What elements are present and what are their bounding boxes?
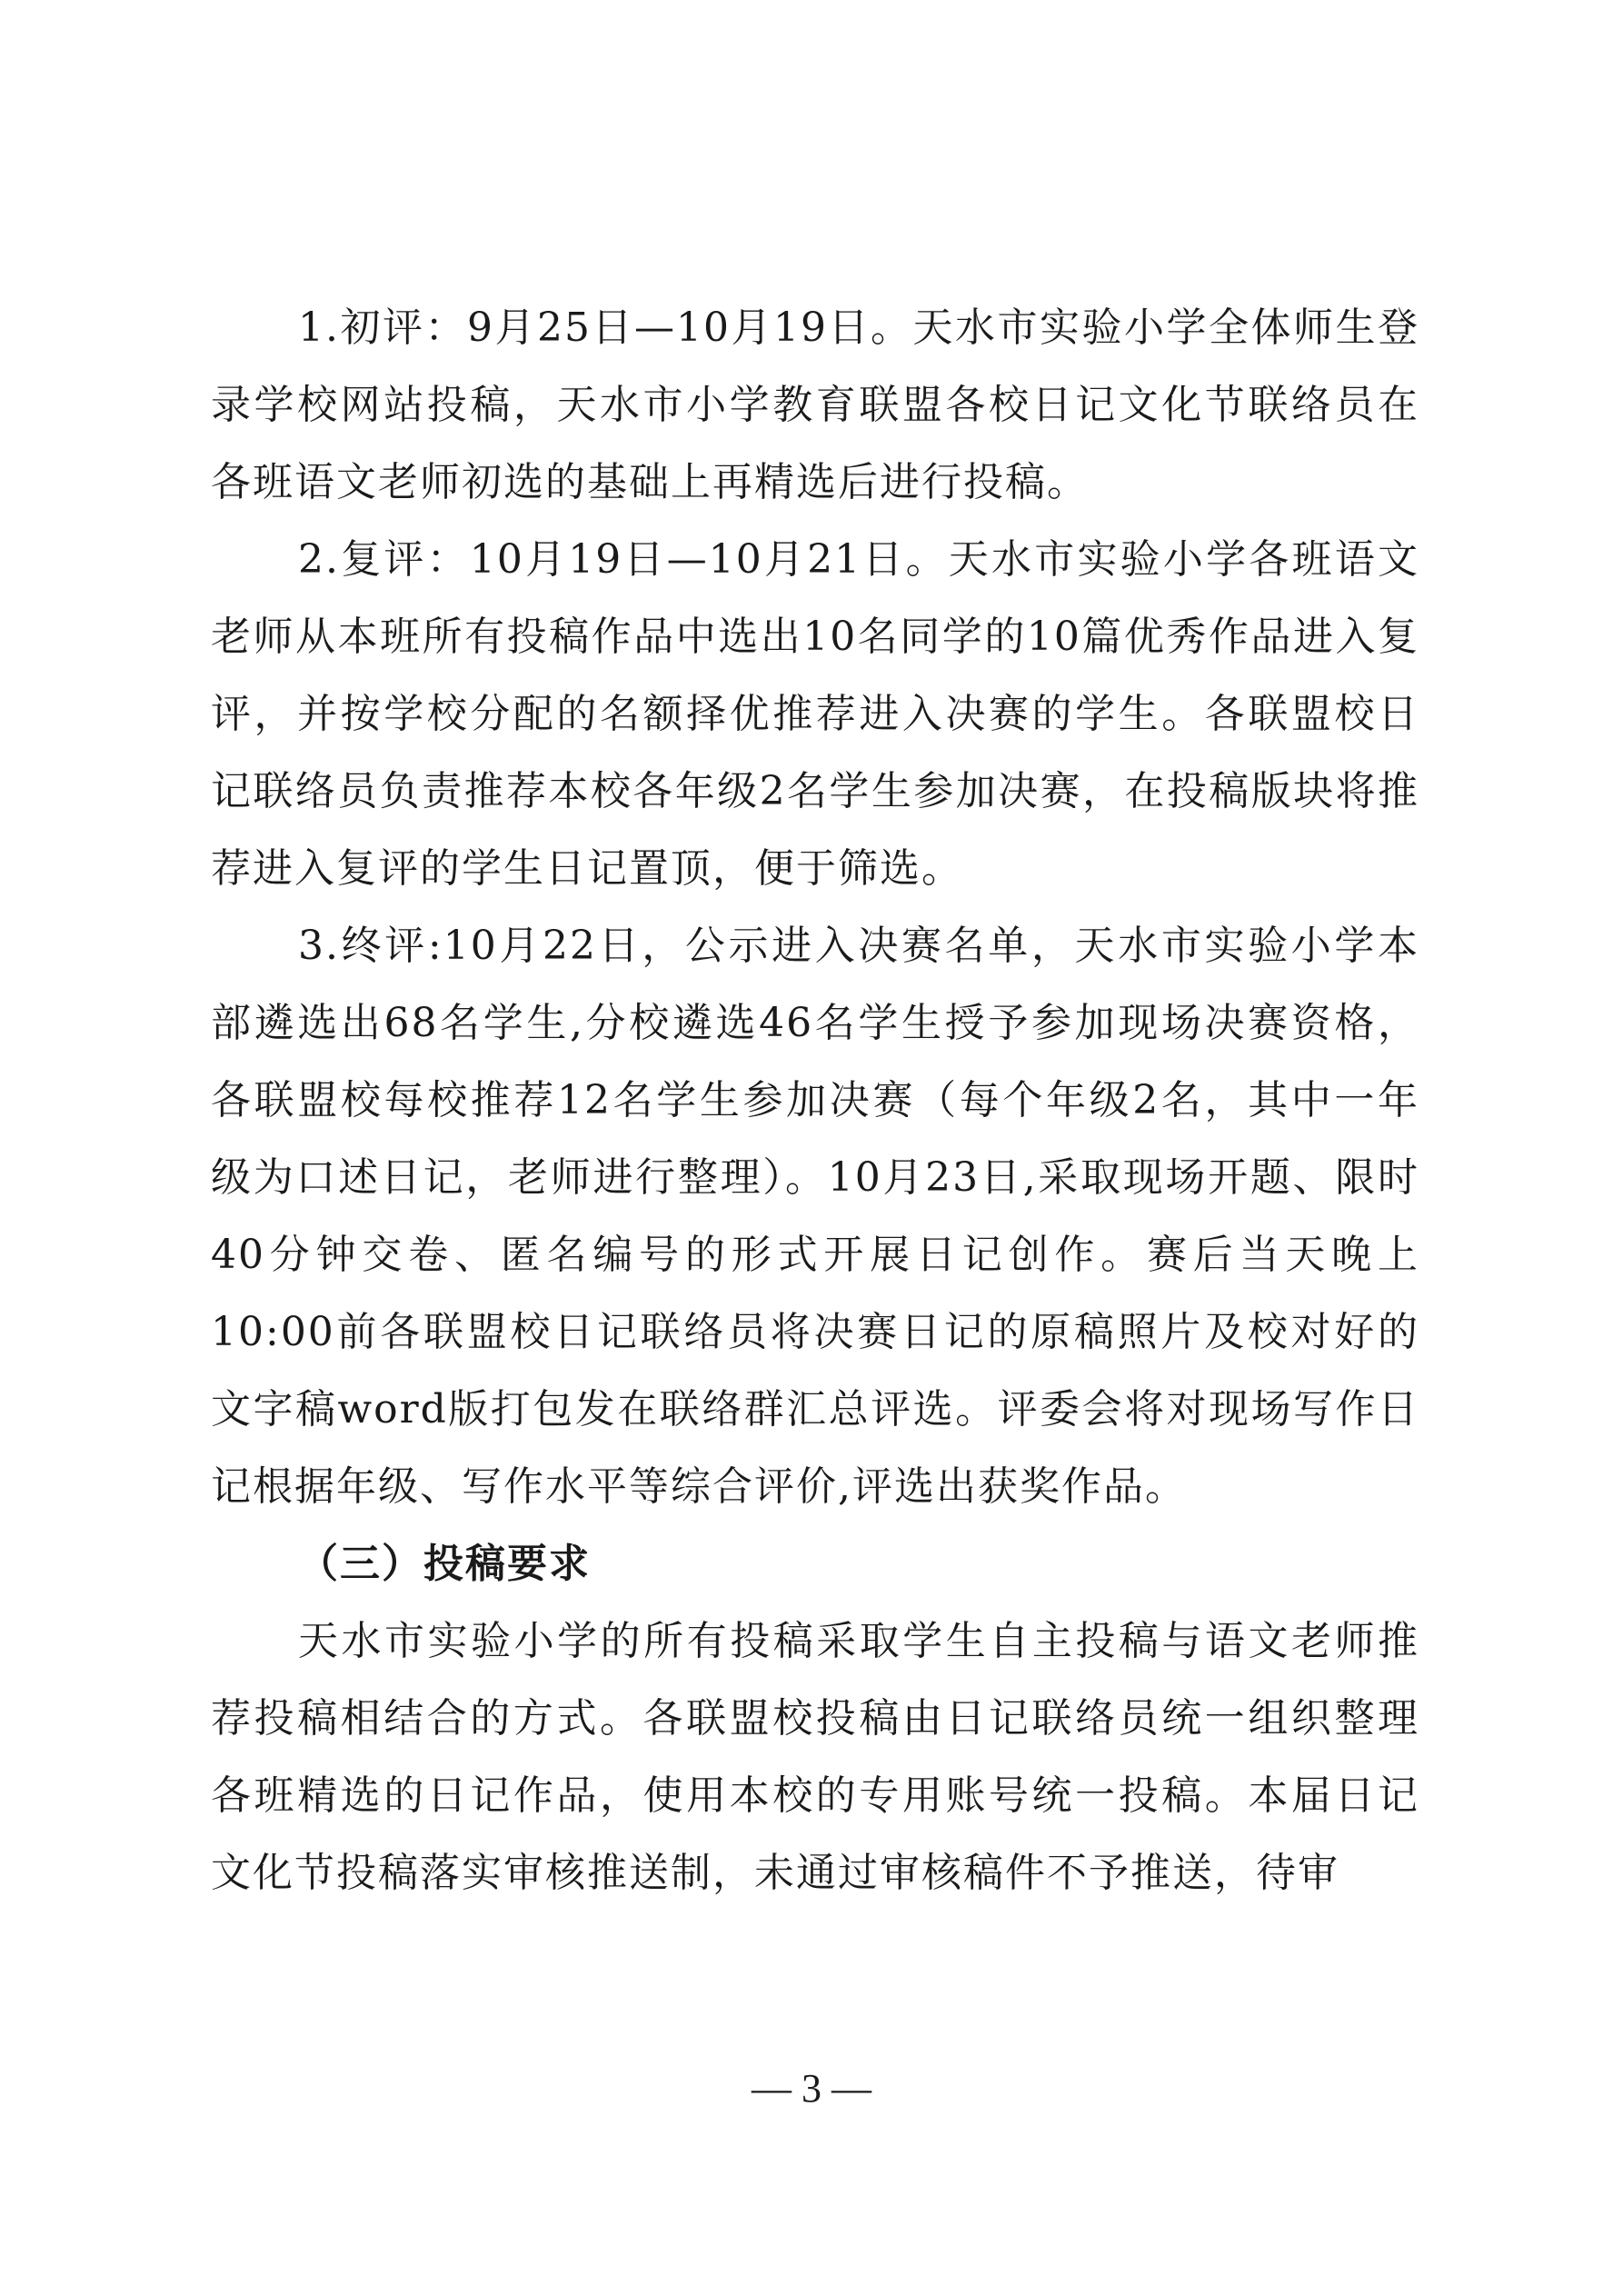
document-body bbox=[211, 289, 1419, 1912]
paragraph-submission-requirements: 天水市实验小学的所有投稿采取学生自主投稿与语文老师推荐投稿相结合的方式。各联盟校投稿由日记联络员统一组织整理各班精选的日记作品，使用本校的专用账号统一投稿。本届日记文化节投稿落实审核推送制，未通过审核稿件不予推送，待审 bbox=[211, 1618, 1419, 1896]
page-number: — 3 — bbox=[752, 2066, 871, 2111]
section-heading-submission-requirements: （三）投稿要求 bbox=[298, 1541, 591, 1587]
paragraph-preliminary-review: 1.初评：9月25日—10月19日。天水市实验小学全体师生登录学校网站投稿，天水市小学教育联盟各校日记文化节联络员在各班语文老师初选的基础上再精选后进行投稿。 bbox=[211, 304, 1419, 505]
paragraph-second-review: 2.复评：10月19日—10月21日。天水市实验小学各班语文老师从本班所有投稿作品中选出10名同学的10篇优秀作品进入复评，并按学校分配的名额择优推荐进入决赛的学生。各联盟校日记联络员负责推荐本校各年级2名学生参加决赛，在投稿版块将推荐进入复评的学生日记置顶，便于筛选。 bbox=[211, 536, 1419, 892]
paragraph-final-review: 3.终评:10月22日，公示进入决赛名单，天水市实验小学本部遴选出68名学生,分校遴选46名学生授予参加现场决赛资格，各联盟校每校推荐12名学生参加决赛（每个年级2名，其中一年级为口述日记，老师进行整理）。10月23日,采取现场开题、限时40分钟交卷、匿名编号的形式开展日记创作。赛后当天晚上10:00前各联盟校日记联络员将决赛日记的原稿照片及校对好的文字稿word版打包发在联络群汇总评选。评委会将对现场写作日记根据年级、写作水平等综合评价,评选出获奖作品。 bbox=[211, 923, 1419, 1510]
